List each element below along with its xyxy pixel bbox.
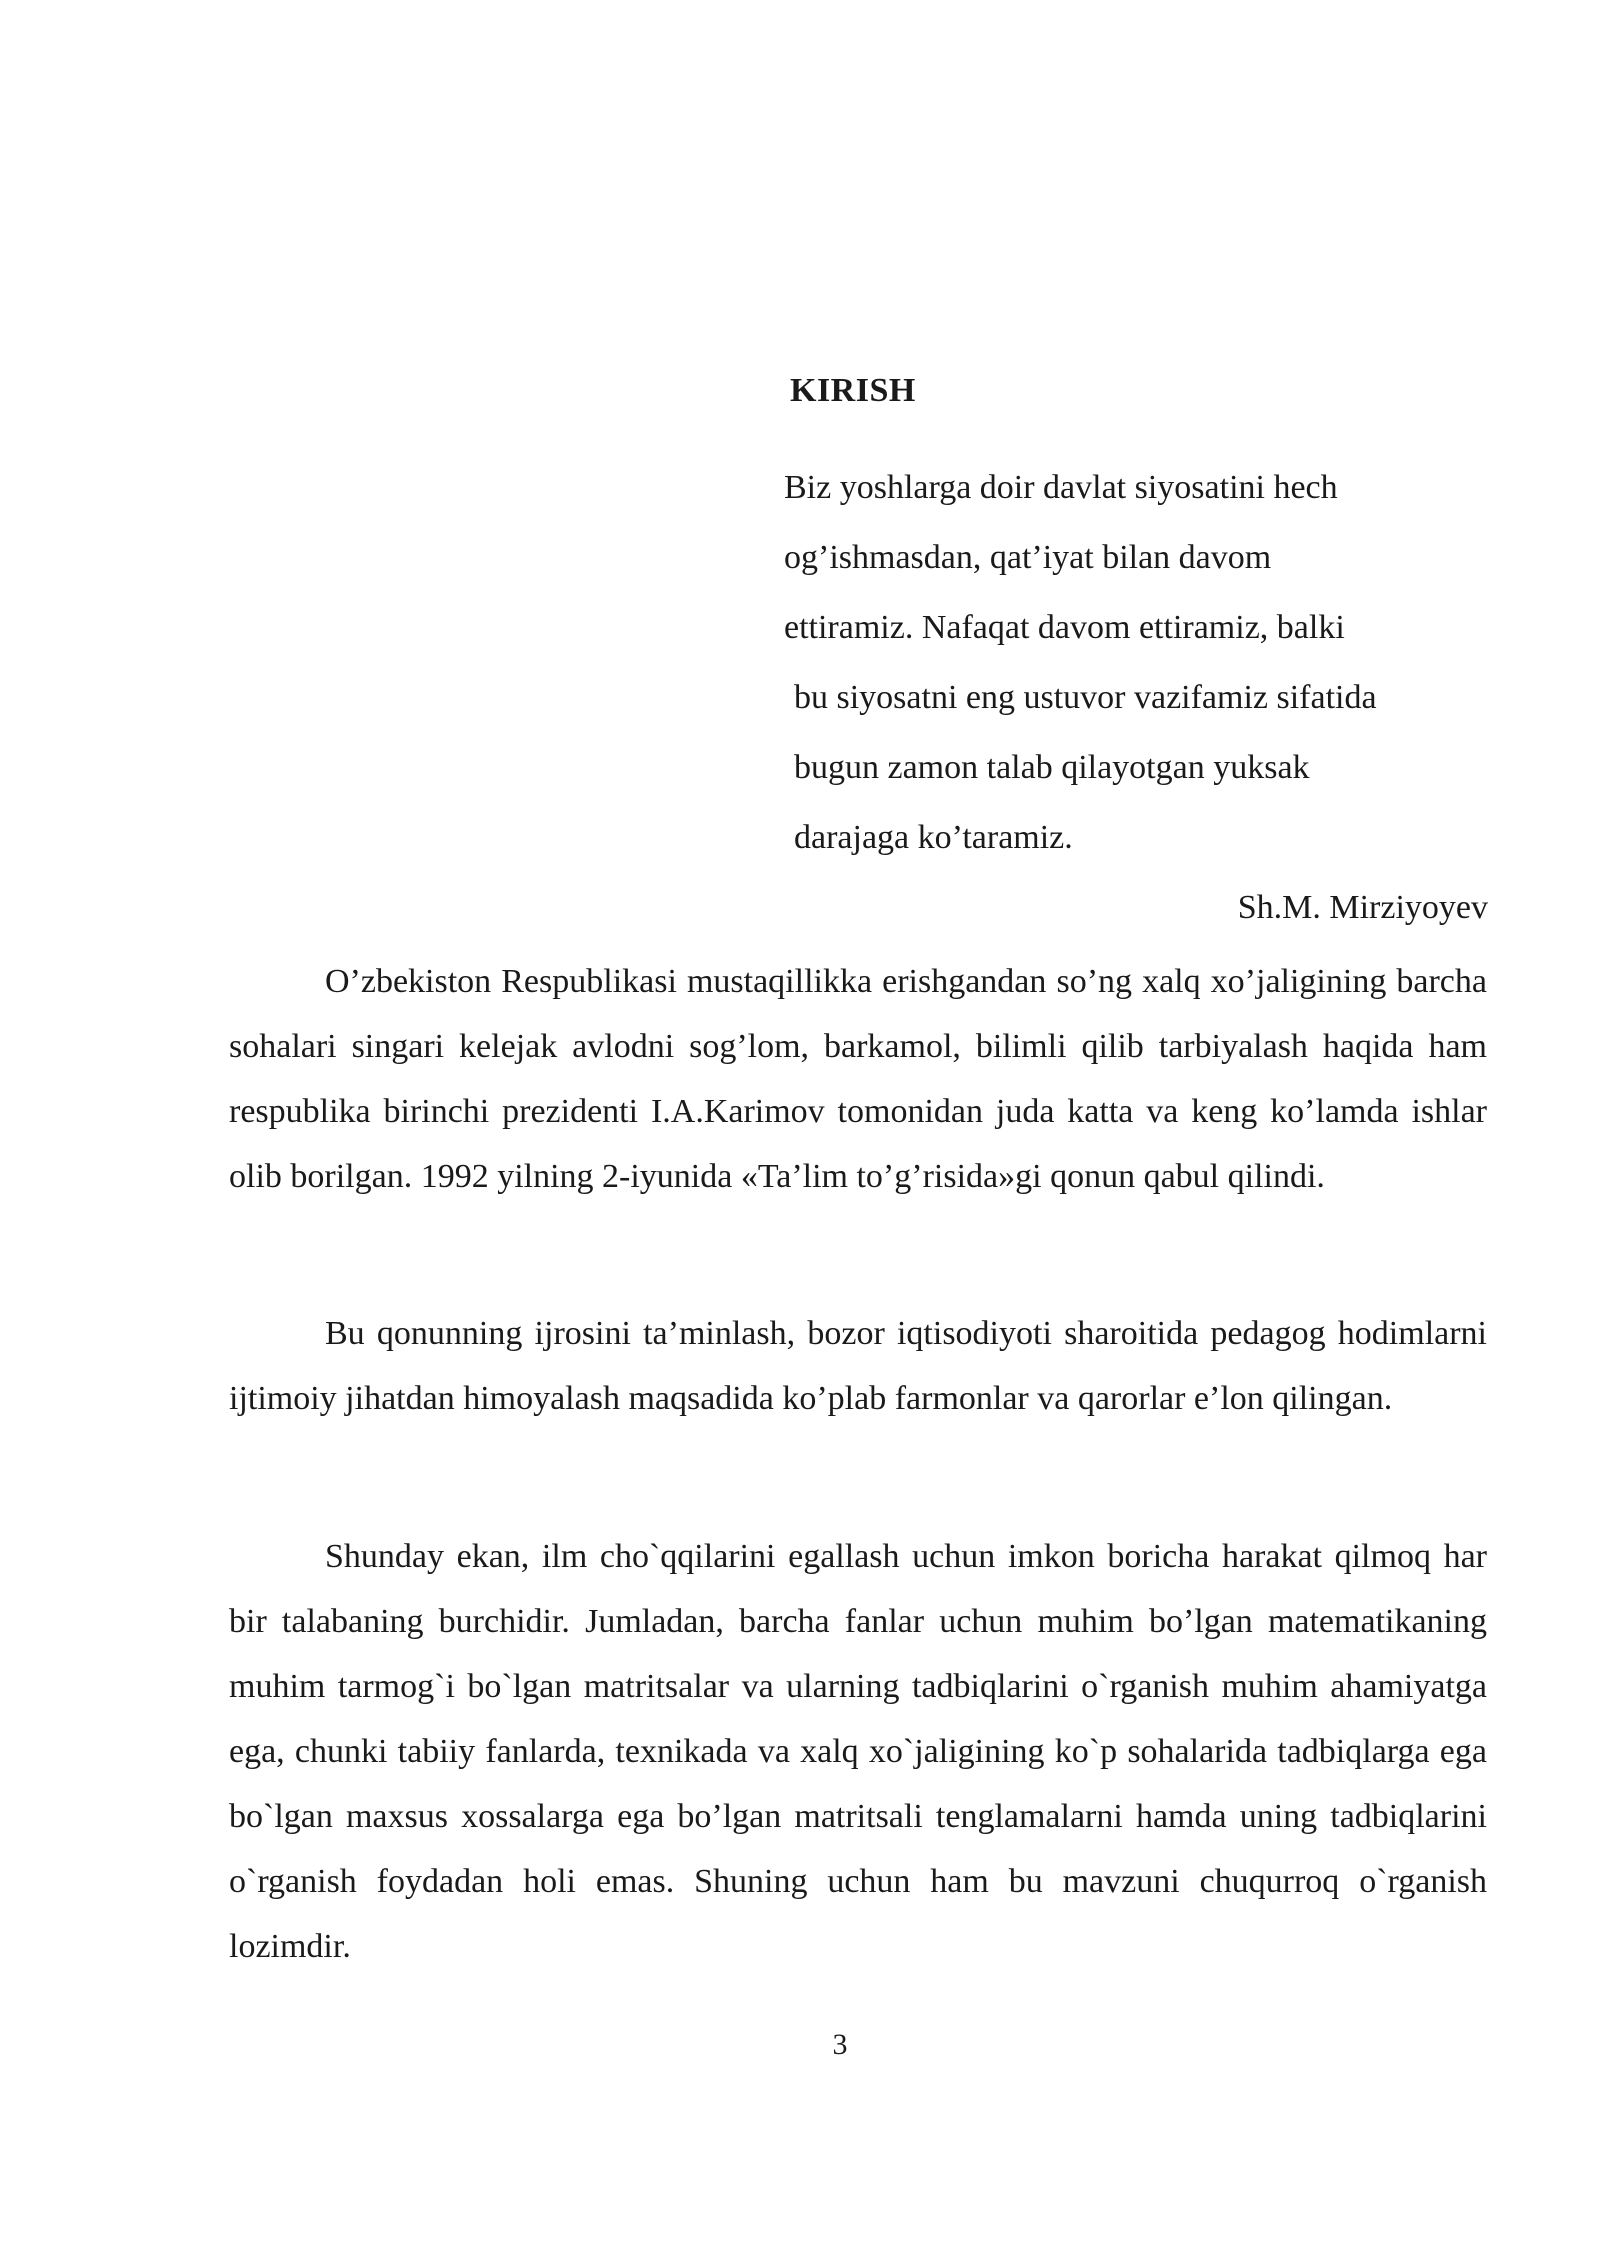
section-heading: KIRISH <box>790 372 916 409</box>
epigraph-line: ettiramiz. Nafaqat davom ettiramiz, balki <box>784 609 1345 646</box>
epigraph-line: og’ishmasdan, qat’iyat bilan davom <box>784 539 1272 576</box>
body-paragraph: Bu qonunning ijrosini ta’minlash, bozor iqtisodiyoti sharoitida pedagog hodimlarni ijtimoiy jihatdan himoyalash maqsadida ko’plab farmonlar va qarorlar e’lon qilingan. <box>229 1315 1487 1417</box>
epigraph <box>784 462 1504 882</box>
epigraph-author: Sh.M. Mirziyoyev <box>1237 889 1488 926</box>
body-paragraph: Shunday ekan, ilm cho`qqilarini egallash uchun imkon boricha harakat qilmoq har bir talabaning burchidir. Jumladan, barcha fanlar uchun muhim bo’lgan matematikaning muhim tarmog`i bo`lgan matritsalar va ularning tadbiqlarini o`rganish muhim ahamiyatga ega, chunki tabiiy fanlarda, texnikada va xalq xo`jaligining ko`p sohalarida tadbiqlarga ega bo`lgan maxsus xossalarga ega bo’lgan matritsali tenglamalarni hamda uning tadbiqlarini o`rganish foydadan holi emas. Shuning uchun ham bu mavzuni chuqurroq o`rganish lozimdir. <box>229 1538 1487 1965</box>
epigraph-line: bugun zamon talab qilayotgan yuksak <box>794 749 1310 786</box>
epigraph-line: darajaga ko’taramiz. <box>794 819 1073 856</box>
epigraph-line: Biz yoshlarga doir davlat siyosatini hech <box>784 469 1338 506</box>
body-paragraph: O’zbekiston Respublikasi mustaqillikka erishgandan so’ng xalq xo’jaligining barcha sohalari singari kelejak avlodni sog’lom, barkamol, bilimli qilib tarbiyalash haqida ham respublika birinchi prezidenti I.A.Karimov tomonidan juda katta va keng ko’lamda ishlar olib borilgan. 1992 yilning 2-iyunida «Ta’lim to’g’risida»gi qonun qabul qilindi. <box>229 963 1487 1195</box>
page-number: 3 <box>832 2028 848 2061</box>
epigraph-line: bu siyosatni eng ustuvor vazifamiz sifatida <box>794 679 1377 716</box>
